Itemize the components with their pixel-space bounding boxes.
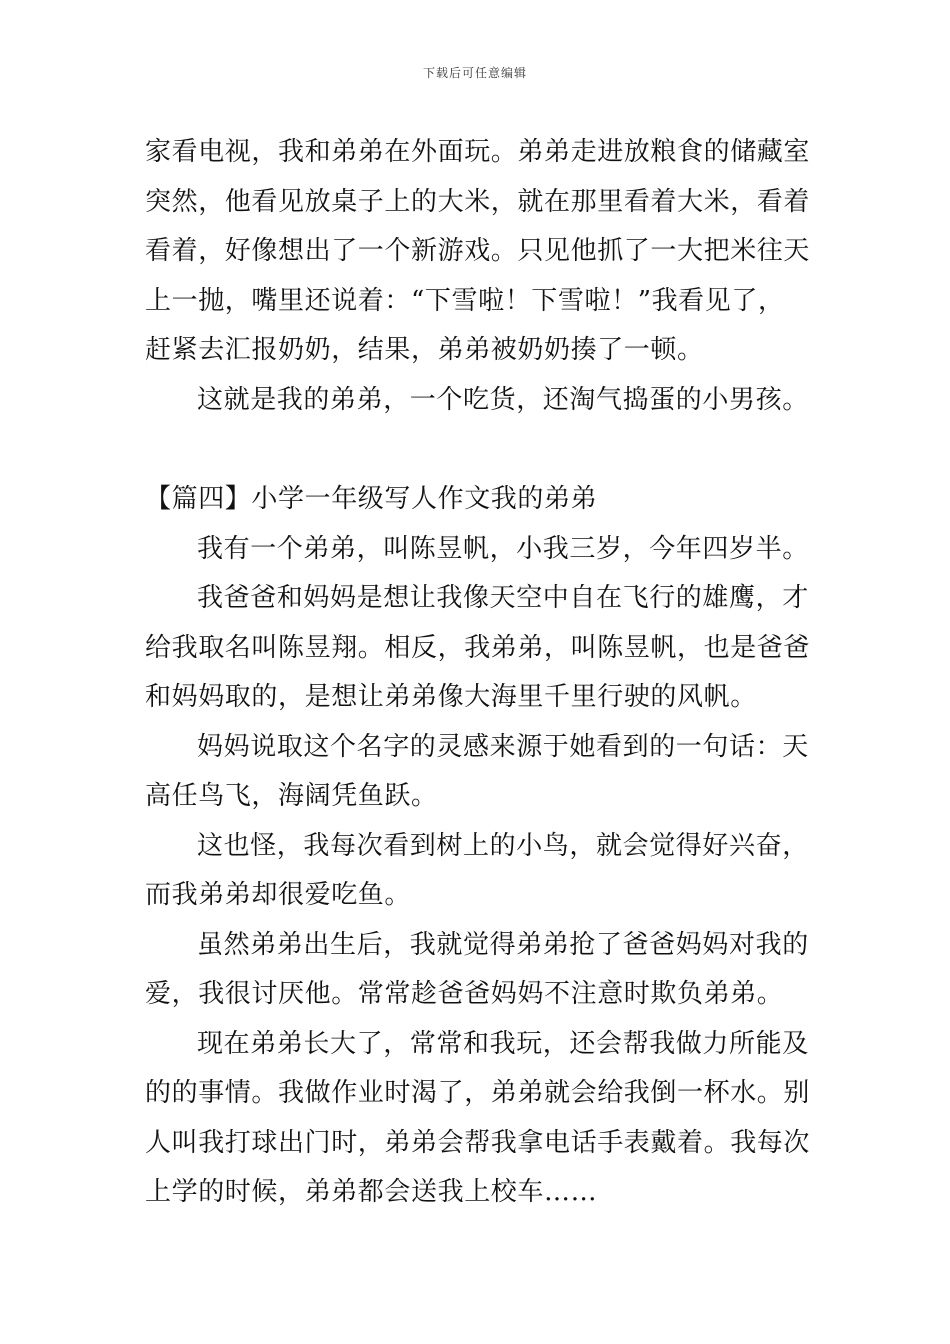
paragraph-4 (145, 822, 817, 921)
text-line: 和妈妈取的，是想让弟弟像大海里千里行驶的风帆。 (145, 682, 757, 712)
text-line: 而我弟弟却很爱吃鱼。 (145, 880, 412, 910)
paragraph-3 (145, 723, 817, 822)
text-line: 看着，好像想出了一个新游戏。只见他抓了一大把米往天 (145, 236, 811, 266)
previous-essay-paragraph (145, 128, 817, 376)
text-line: 虽然弟弟出生后，我就觉得弟弟抢了爸爸妈妈对我的 (197, 929, 809, 960)
text-line: 上学的时候，弟弟都会送我上校车…… (145, 1177, 598, 1207)
paragraph-1 (145, 525, 817, 575)
text-line: 的的事情。我做作业时渴了，弟弟就会给我倒一杯水。别 (145, 1078, 811, 1108)
text-line: 爱，我很讨厌他。常常趁爸爸妈妈不注意时欺负弟弟。 (145, 979, 784, 1009)
text-line: 现在弟弟长大了，常常和我玩，还会帮我做力所能及 (197, 1028, 809, 1059)
paragraph-5 (145, 921, 817, 1020)
text-line: 我有一个弟弟，叫陈昱帆，小我三岁，今年四岁半。 (197, 533, 809, 564)
text-line: 我爸爸和妈妈是想让我像天空中自在飞行的雄鹰，才 (197, 583, 809, 613)
text-line: 赶紧去汇报奶奶，结果，弟弟被奶奶揍了一顿。 (145, 335, 704, 365)
document-body (145, 128, 817, 1218)
paragraph-2 (145, 574, 817, 723)
section-title: 【篇四】小学一年级写人作文我的弟弟 (145, 484, 598, 514)
text-line: 妈妈说取这个名字的灵感来源于她看到的一句话：天 (197, 731, 809, 762)
text-line: 突然，他看见放桌子上的大米，就在那里看着大米，看着 (145, 186, 811, 217)
text-line: 上一抛，嘴里还说着：“下雪啦！下雪啦！”我看见了， (145, 285, 785, 316)
page-header: 下载后可任意编辑 (422, 66, 527, 80)
paragraph-6 (145, 1020, 817, 1218)
section-gap (145, 425, 817, 475)
text-line: 家看电视，我和弟弟在外面玩。弟弟走进放粮食的储藏室 (145, 137, 811, 167)
text-line: 给我取名叫陈昱翔。相反，我弟弟，叫陈昱帆，也是爸爸 (145, 632, 811, 663)
text-line: 高任鸟飞，海阔凭鱼跃。 (145, 781, 438, 811)
text-line: 人叫我打球出门时，弟弟会帮我拿电话手表戴着。我每次 (145, 1127, 811, 1158)
text-line: 这也怪，我每次看到树上的小鸟，就会觉得好兴奋， (197, 830, 809, 861)
previous-essay-closing: 这就是我的弟弟，一个吃货，还淘气捣蛋的小男孩。 (197, 384, 809, 415)
